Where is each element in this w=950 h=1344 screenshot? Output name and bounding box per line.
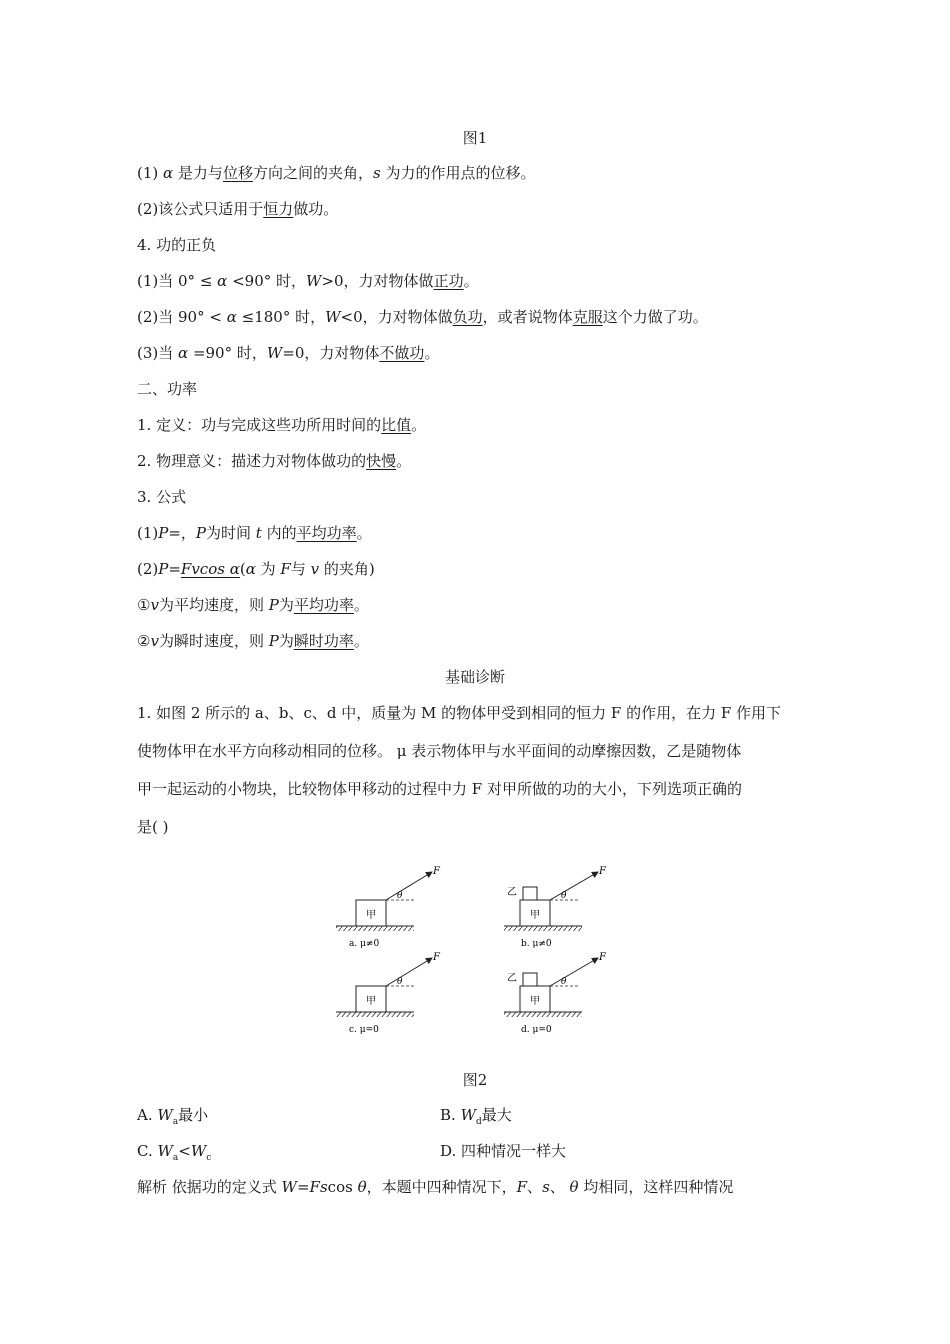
text: = [296,1178,310,1196]
text: 做功。 [293,200,339,218]
text: 2. 物理意义：描述力对物体做功的 [137,452,367,470]
text: B. [440,1106,461,1124]
underlined-term: 不做功 [379,344,425,362]
panel-caption: a. μ≠0 [349,939,380,949]
work-sign-negative [137,306,708,328]
panel-b [504,866,607,949]
text: =， [168,524,196,542]
power-case-average [137,594,369,616]
text: C. [137,1142,158,1160]
symbol-v: v [310,560,320,578]
panel-caption: c. μ=0 [349,1025,379,1035]
underlined-term: 比值 [381,416,412,434]
underlined-term: 负功 [452,308,483,326]
symbol-p: P [158,524,169,542]
symbol-f: F [516,1178,528,1196]
power-formula-average [137,522,372,544]
symbol-w: W [157,1142,173,1160]
symbol-w: W [281,1178,297,1196]
text: 为时间 [206,524,256,542]
text: (1) [137,164,164,182]
text: >0，力对物体做 [321,272,434,290]
block-yi [523,887,537,900]
text: ，或者说物体 [482,308,573,326]
text: ，本题中四种情况下， [366,1178,517,1196]
text: 、 [549,1178,570,1196]
symbol-alpha: α [217,272,228,290]
text: 为 [278,632,294,650]
symbol-w: W [325,308,341,326]
section-title-power: 二、功率 [137,380,198,398]
force-label: F [599,952,606,963]
text: 为平均速度，则 [158,596,269,614]
option-b[interactable] [440,1104,512,1133]
symbol-s: s [542,1178,550,1196]
question-line-2: 使物体甲在水平方向移动相同的位移。 μ 表示物体甲与水平面间的动摩擦因数，乙是随物体 [137,742,742,760]
block-yi [523,973,537,986]
text: 为 [278,596,294,614]
angle-label: θ [561,891,567,901]
text: (2)该公式只适用于 [137,200,264,218]
section-heading-work-sign: 4. 功的正负 [137,236,217,254]
text: 。 [396,452,412,470]
text: 与 [290,560,311,578]
text: A. [137,1106,158,1124]
text: 。 [353,632,369,650]
underlined-term: 正功 [433,272,464,290]
text: < [178,1142,191,1160]
text: ( [239,560,246,578]
figure2-svg [336,862,616,1042]
symbol-theta: θ [569,1178,579,1196]
underlined-term: 克服 [572,308,603,326]
block-label: 甲 [366,910,376,921]
text: 。 [424,344,440,362]
question-line-3: 甲一起运动的小物块，比较物体甲移动的过程中力 F 对甲所做的功的大小，下列选项正确的 [137,780,742,798]
angle-label: θ [561,977,567,987]
angle-label: θ [397,891,403,901]
question-line-4: 是( ) [137,818,169,836]
symbol-w: W [190,1142,207,1160]
text: (1) [137,524,159,542]
angle-label: θ [397,977,403,987]
subscript: a [172,1153,179,1163]
symbol-p: P [268,632,279,650]
underlined-term: 快慢 [366,452,397,470]
text: 是力与 [173,164,223,182]
subscript: d [475,1117,482,1127]
ground-hatch [504,1012,582,1017]
text: ① [137,596,151,614]
subscript: a [172,1117,179,1127]
symbol-w: W [306,272,322,290]
symbol-v: v [150,632,159,650]
power-definition [137,414,426,436]
power-case-instant [137,630,369,652]
figure2-caption: 图2 [462,1071,488,1089]
text: ② [137,632,151,650]
figure2-diagram [336,862,616,1042]
symbol-alpha: α [245,560,256,578]
force-label: F [599,866,606,877]
force-label: F [433,866,440,877]
power-formula-heading: 3. 公式 [137,488,187,506]
block-label: 甲 [530,996,540,1007]
text: 最大 [481,1106,512,1124]
power-formula-instant [137,558,375,580]
question-line-1: 1. 如图 2 所示的 a、b、c、d 中，质量为 M 的物体甲受到相同的恒力 F 的作用，在力 F 作用下 [137,704,782,722]
underlined-term: 位移 [222,164,253,182]
text: cos [327,1178,358,1196]
text: (2)当 90° < [137,308,227,326]
text: 、 [527,1178,543,1196]
text: 的夹角) [319,560,375,578]
symbol-p: P [158,560,169,578]
diagnosis-title: 基础诊断 [444,668,505,686]
work-note-angle [137,162,535,184]
text: 方向之间的夹角， [252,164,373,182]
text: (3)当 [137,344,179,362]
force-arrow [550,872,598,900]
symbol-p: P [195,524,207,542]
block-label: 甲 [530,910,540,921]
symbol-alpha: α [163,164,174,182]
symbol-w: W [460,1106,476,1124]
underlined-term: 平均功率 [296,524,357,542]
options-row-2 [137,1140,817,1162]
text: =90° 时， [188,344,267,362]
panel-d [504,952,607,1035]
text: 。 [353,596,369,614]
panel-caption: d. μ=0 [521,1025,552,1035]
block-label: 甲 [366,996,376,1007]
symbol-w: W [266,344,283,362]
analysis-line [137,1176,733,1198]
underlined-formula: Fvcos α [180,560,240,578]
text: 解析 依据功的定义式 [137,1178,282,1196]
symbol-w: W [157,1106,173,1124]
symbol-f: F [280,560,291,578]
force-arrow [386,958,432,986]
symbol-s: s [319,1178,328,1196]
text: 。 [463,272,479,290]
symbol-alpha: α [226,308,237,326]
symbol-theta: θ [357,1178,367,1196]
ground-hatch [336,926,414,931]
text: <90° 时， [227,272,307,290]
option-c[interactable] [137,1142,212,1163]
text: <0，力对物体做 [340,308,453,326]
text: ≤180° 时， [236,308,326,326]
option-a[interactable] [137,1106,209,1127]
text: =0，力对物体 [282,344,380,362]
work-sign-zero [137,342,439,364]
symbol-p: P [268,596,279,614]
text: (2) [137,560,159,578]
option-d[interactable]: D. 四种情况一样大 [440,1142,567,1160]
text: 内的 [261,524,297,542]
text: = [168,560,181,578]
work-note-constant-force [137,198,338,220]
work-sign-positive [137,270,479,292]
small-block-label: 乙 [507,887,517,898]
text: 这个力做了功。 [602,308,708,326]
ground-hatch [336,1012,414,1017]
underlined-term: 恒力 [263,200,294,218]
panel-c [336,952,441,1035]
underlined-term: 瞬时功率 [293,632,354,650]
text: 。 [356,524,372,542]
small-block-label: 乙 [507,973,517,984]
force-arrow [550,958,598,986]
force-arrow [386,872,432,900]
underlined-term: 平均功率 [293,596,354,614]
text: 1. 定义：功与完成这些功所用时间的 [137,416,382,434]
text: 均相同，这样四种情况 [578,1178,734,1196]
text: (1)当 0° ≤ [137,272,218,290]
ground-hatch [504,926,582,931]
text: 为 [255,560,281,578]
power-meaning [137,450,411,472]
panel-a [336,866,441,949]
text: 为力的作用点的位移。 [380,164,536,182]
symbol-v: v [150,596,159,614]
subscript: c [206,1153,212,1163]
text: 最小 [178,1106,209,1124]
figure1-caption: 图1 [462,129,488,147]
text: 。 [411,416,427,434]
options-row-1 [137,1104,817,1126]
text: 为瞬时速度，则 [158,632,269,650]
force-label: F [433,952,440,963]
symbol-s: s [372,164,381,182]
symbol-alpha: α [178,344,189,362]
symbol-t: t [255,524,262,542]
symbol-f: F [309,1178,320,1196]
panel-caption: b. μ≠0 [521,939,552,949]
